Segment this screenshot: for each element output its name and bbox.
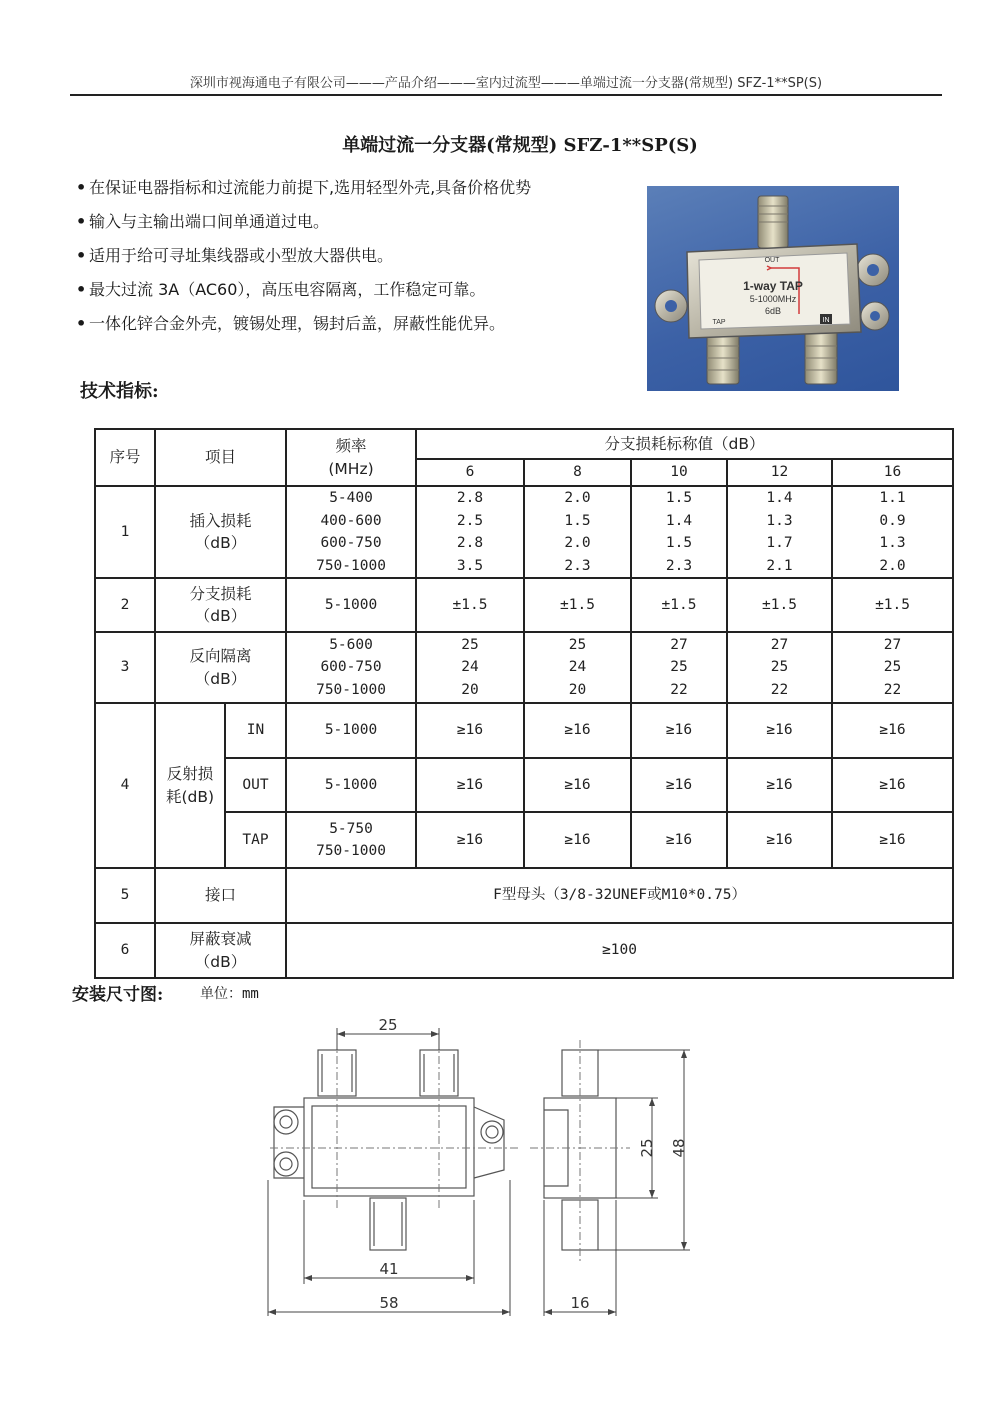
freq-cell: 5-400 400-600 600-750 750-1000 bbox=[286, 486, 416, 578]
dim-height-total: 48 bbox=[670, 1138, 688, 1158]
header-divider bbox=[70, 94, 942, 96]
dim-total-width: 58 bbox=[379, 1294, 399, 1312]
value-cell: 25 24 20 bbox=[524, 632, 631, 703]
bullet-icon: • bbox=[76, 178, 87, 197]
dim-depth: 16 bbox=[570, 1294, 590, 1312]
value-cell: 1.1 0.9 1.3 2.0 bbox=[832, 486, 953, 578]
value-cell: ±1.5 bbox=[631, 578, 727, 632]
bullet-icon: • bbox=[76, 280, 87, 299]
document-title: 单端过流一分支器(常规型) SFZ-1**SP(S) bbox=[342, 135, 698, 156]
value-cell: 2.8 2.5 2.8 3.5 bbox=[416, 486, 524, 578]
value-cell: ≥16 bbox=[524, 812, 631, 868]
value-cell: 27 25 22 bbox=[631, 632, 727, 703]
column-header: 10 bbox=[631, 459, 727, 486]
row-item-shielding: 屏蔽衰减 （dB） bbox=[155, 923, 286, 978]
value-cell: ≥16 bbox=[416, 758, 524, 812]
photo-label-tap: TAP bbox=[712, 319, 726, 326]
port-label: TAP bbox=[225, 812, 286, 868]
value-cell: ≥16 bbox=[524, 758, 631, 812]
freq-cell: 5-1000 bbox=[286, 758, 416, 812]
freq-cell: 5-750 750-1000 bbox=[286, 812, 416, 868]
value-cell: ±1.5 bbox=[524, 578, 631, 632]
shielding-value: ≥100 bbox=[286, 923, 953, 978]
dim-body-width: 41 bbox=[379, 1260, 399, 1278]
dim-port-spacing: 25 bbox=[378, 1016, 398, 1034]
value-cell: ≥16 bbox=[524, 703, 631, 758]
column-header: 8 bbox=[524, 459, 631, 486]
bullet-icon: • bbox=[76, 212, 87, 231]
value-cell: ≥16 bbox=[727, 703, 832, 758]
row-item-isolation: 反向隔离 （dB） bbox=[155, 632, 286, 703]
value-cell: ≥16 bbox=[416, 703, 524, 758]
feature-list bbox=[76, 176, 636, 346]
value-cell: 1.5 1.4 1.5 2.3 bbox=[631, 486, 727, 578]
value-cell: ≥16 bbox=[631, 812, 727, 868]
photo-label-out: OUT bbox=[764, 257, 780, 264]
column-header: 12 bbox=[727, 459, 832, 486]
row-item-interface: 接口 bbox=[155, 868, 286, 923]
header-item: 项目 bbox=[155, 429, 286, 486]
page-header: 深圳市视海通电子有限公司———产品介绍———室内过流型———单端过流一分支器(常规型) SFZ-1**SP(S) bbox=[189, 76, 823, 91]
feature-item: • 一体化锌合金外壳，镀锡处理，锡封后盖，屏蔽性能优异。 bbox=[76, 312, 636, 346]
photo-label-model: 1-way TAP bbox=[743, 279, 803, 293]
interface-value: F型母头（3/8-32UNEF或M10*0.75） bbox=[286, 868, 953, 923]
column-header: 16 bbox=[832, 459, 953, 486]
port-label: IN bbox=[225, 703, 286, 758]
install-unit: 单位：mm bbox=[200, 986, 259, 1002]
value-cell: ≥16 bbox=[631, 758, 727, 812]
feature-item: • 适用于给可寻址集线器或小型放大器供电。 bbox=[76, 244, 636, 278]
feature-item: • 最大过流 3A（AC60），高压电容隔离，工作稳定可靠。 bbox=[76, 278, 636, 312]
value-cell: 27 25 22 bbox=[832, 632, 953, 703]
row-number: 6 bbox=[95, 923, 155, 978]
value-cell: ±1.5 bbox=[727, 578, 832, 632]
spec-table bbox=[94, 428, 954, 979]
row-item-tap-loss: 分支损耗 （dB） bbox=[155, 578, 286, 632]
feature-item: • 输入与主输出端口间单通道过电。 bbox=[76, 210, 636, 244]
value-cell: 25 24 20 bbox=[416, 632, 524, 703]
header-nominal-tap-loss: 分支损耗标称值（dB） bbox=[416, 429, 953, 459]
install-title: 安装尺寸图: bbox=[72, 985, 164, 1005]
value-cell: ≥16 bbox=[727, 758, 832, 812]
bullet-icon: • bbox=[76, 314, 87, 333]
value-cell: 1.4 1.3 1.7 2.1 bbox=[727, 486, 832, 578]
photo-label-in: IN bbox=[822, 317, 830, 324]
header-no: 序号 bbox=[95, 429, 155, 486]
row-item-insertion-loss: 插入损耗 （dB） bbox=[155, 486, 286, 578]
value-cell: ≥16 bbox=[416, 812, 524, 868]
bullet-icon: • bbox=[76, 246, 87, 265]
port-label: OUT bbox=[225, 758, 286, 812]
column-header: 6 bbox=[416, 459, 524, 486]
value-cell: 2.0 1.5 2.0 2.3 bbox=[524, 486, 631, 578]
value-cell: ≥16 bbox=[832, 758, 953, 812]
dimension-svg bbox=[260, 1010, 720, 1320]
splitter-illustration bbox=[647, 186, 899, 391]
value-cell: ±1.5 bbox=[416, 578, 524, 632]
row-number: 2 bbox=[95, 578, 155, 632]
row-number: 4 bbox=[95, 703, 155, 868]
value-cell: 27 25 22 bbox=[727, 632, 832, 703]
value-cell: ≥16 bbox=[832, 812, 953, 868]
header-freq: 频率 (MHz) bbox=[286, 429, 416, 486]
row-item-return-loss: 反射损 耗(dB) bbox=[155, 703, 225, 868]
row-number: 5 bbox=[95, 868, 155, 923]
product-photo bbox=[647, 186, 899, 391]
value-cell: ±1.5 bbox=[832, 578, 953, 632]
photo-label-freq: 5-1000MHz bbox=[749, 294, 797, 304]
photo-label-db: 6dB bbox=[764, 306, 782, 316]
value-cell: ≥16 bbox=[727, 812, 832, 868]
dim-height-inner: 25 bbox=[638, 1138, 656, 1158]
freq-cell: 5-600 600-750 750-1000 bbox=[286, 632, 416, 703]
value-cell: ≥16 bbox=[832, 703, 953, 758]
freq-cell: 5-1000 bbox=[286, 703, 416, 758]
value-cell: ≥16 bbox=[631, 703, 727, 758]
row-number: 1 bbox=[95, 486, 155, 578]
feature-item: • 在保证电器指标和过流能力前提下,选用轻型外壳,具备价格优势 bbox=[76, 176, 636, 210]
spec-section-title: 技术指标: bbox=[80, 381, 159, 402]
dimension-drawing bbox=[260, 1010, 720, 1320]
row-number: 3 bbox=[95, 632, 155, 703]
freq-cell: 5-1000 bbox=[286, 578, 416, 632]
